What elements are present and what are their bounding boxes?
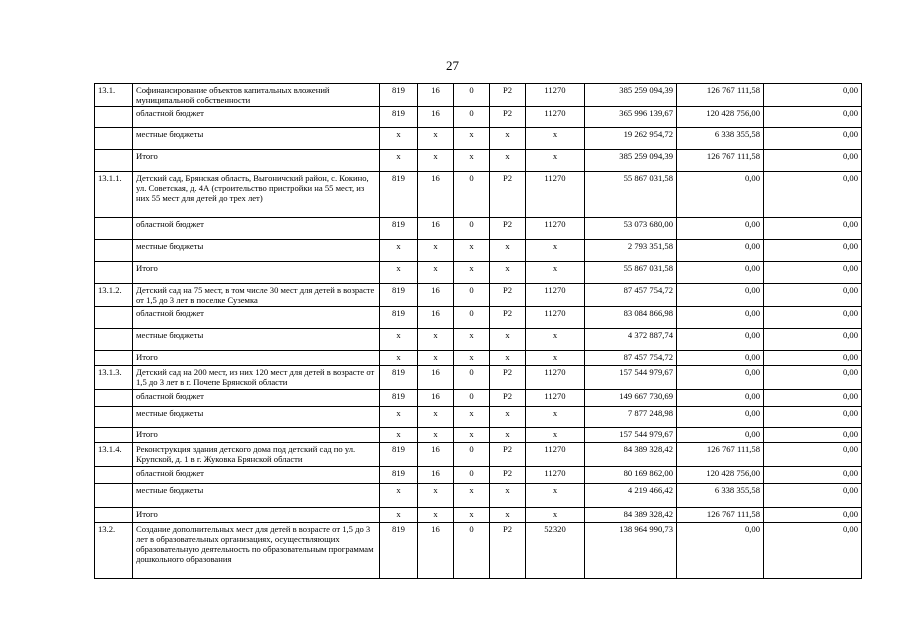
row-project-code: х (490, 351, 526, 366)
row-number (95, 428, 133, 443)
table-row (95, 172, 862, 218)
row-amount-2: 126 767 111,58 (677, 84, 764, 107)
table-row (95, 262, 862, 284)
row-number (95, 329, 133, 351)
row-name: местные бюджеты (133, 484, 380, 508)
row-program-code: 0 (454, 172, 490, 218)
row-number (95, 351, 133, 366)
row-name: местные бюджеты (133, 329, 380, 351)
row-direction-code: 11270 (526, 467, 585, 484)
row-section-code: 16 (418, 467, 454, 484)
row-name: Создание дополнительных мест для детей в возрасте от 1,5 до 3 лет в образовательных организациях, осуществляющих образовательную деятельность по образовательным программам дошкольного образования (133, 523, 380, 579)
row-direction-code: х (526, 150, 585, 172)
row-department-code: 819 (380, 84, 418, 107)
row-section-code: х (418, 150, 454, 172)
row-amount-1: 157 544 979,67 (585, 366, 677, 390)
row-project-code: х (490, 262, 526, 284)
row-number (95, 467, 133, 484)
row-program-code: 0 (454, 218, 490, 240)
row-program-code: 0 (454, 390, 490, 407)
row-amount-3: 0,00 (764, 218, 862, 240)
row-department-code: х (380, 351, 418, 366)
row-name: Итого (133, 351, 380, 366)
row-name: областной бюджет (133, 107, 380, 128)
row-project-code: P2 (490, 467, 526, 484)
row-amount-1: 149 667 730,69 (585, 390, 677, 407)
row-name: Итого (133, 428, 380, 443)
row-direction-code: 11270 (526, 84, 585, 107)
row-amount-1: 80 169 862,00 (585, 467, 677, 484)
row-amount-2: 0,00 (677, 172, 764, 218)
row-amount-2: 0,00 (677, 523, 764, 579)
row-amount-3: 0,00 (764, 366, 862, 390)
row-amount-1: 385 259 094,39 (585, 150, 677, 172)
row-program-code: 0 (454, 84, 490, 107)
budget-table (94, 83, 862, 579)
row-name: Софинансирование объектов капитальных вложений муниципальной собственности (133, 84, 380, 107)
row-amount-1: 2 793 351,58 (585, 240, 677, 262)
row-program-code: 0 (454, 107, 490, 128)
row-project-code: х (490, 508, 526, 523)
row-direction-code: 11270 (526, 218, 585, 240)
row-name: местные бюджеты (133, 407, 380, 428)
row-program-code: 0 (454, 523, 490, 579)
row-project-code: х (490, 240, 526, 262)
row-department-code: 819 (380, 443, 418, 467)
row-project-code: P2 (490, 172, 526, 218)
row-number (95, 407, 133, 428)
row-department-code: 819 (380, 107, 418, 128)
row-amount-1: 19 262 954,72 (585, 128, 677, 150)
table-row (95, 240, 862, 262)
row-project-code: P2 (490, 218, 526, 240)
row-department-code: 819 (380, 390, 418, 407)
table-row (95, 366, 862, 390)
row-number (95, 262, 133, 284)
row-program-code: х (454, 428, 490, 443)
row-amount-1: 84 389 328,42 (585, 508, 677, 523)
row-number: 13.1.3. (95, 366, 133, 390)
row-direction-code: х (526, 508, 585, 523)
row-direction-code: 11270 (526, 107, 585, 128)
row-department-code: 819 (380, 172, 418, 218)
row-number: 13.1.4. (95, 443, 133, 467)
row-number (95, 218, 133, 240)
row-direction-code: х (526, 128, 585, 150)
row-amount-1: 7 877 248,98 (585, 407, 677, 428)
row-project-code: P2 (490, 107, 526, 128)
row-amount-2: 0,00 (677, 307, 764, 329)
row-amount-3: 0,00 (764, 407, 862, 428)
table-row (95, 390, 862, 407)
row-amount-3: 0,00 (764, 484, 862, 508)
row-department-code: х (380, 508, 418, 523)
row-amount-2: 0,00 (677, 428, 764, 443)
row-section-code: х (418, 428, 454, 443)
row-amount-2: 126 767 111,58 (677, 508, 764, 523)
table-row (95, 351, 862, 366)
table-row (95, 128, 862, 150)
row-direction-code: 11270 (526, 284, 585, 307)
row-program-code: х (454, 262, 490, 284)
row-amount-1: 385 259 094,39 (585, 84, 677, 107)
row-project-code: P2 (490, 443, 526, 467)
row-amount-1: 365 996 139,67 (585, 107, 677, 128)
row-project-code: P2 (490, 307, 526, 329)
row-amount-1: 4 372 887,74 (585, 329, 677, 351)
row-name: Реконструкция здания детского дома под детский сад по ул. Крупской, д. 1 в г. Жуковка Брянской области (133, 443, 380, 467)
row-amount-3: 0,00 (764, 428, 862, 443)
row-number: 13.1.1. (95, 172, 133, 218)
row-section-code: 16 (418, 523, 454, 579)
row-department-code: х (380, 484, 418, 508)
row-direction-code: 11270 (526, 307, 585, 329)
row-number (95, 508, 133, 523)
row-amount-1: 83 084 866,98 (585, 307, 677, 329)
row-amount-1: 87 457 754,72 (585, 284, 677, 307)
row-amount-3: 0,00 (764, 107, 862, 128)
row-section-code: 16 (418, 366, 454, 390)
row-program-code: 0 (454, 307, 490, 329)
row-project-code: P2 (490, 284, 526, 307)
row-name: Детский сад на 75 мест, в том числе 30 мест для детей в возрасте от 1,5 до 3 лет в поселке Суземка (133, 284, 380, 307)
row-amount-3: 0,00 (764, 150, 862, 172)
row-department-code: х (380, 329, 418, 351)
table-row (95, 484, 862, 508)
row-amount-2: 0,00 (677, 284, 764, 307)
row-number: 13.1.2. (95, 284, 133, 307)
row-department-code: 819 (380, 366, 418, 390)
row-program-code: 0 (454, 443, 490, 467)
row-section-code: х (418, 240, 454, 262)
table-row (95, 284, 862, 307)
row-project-code: х (490, 484, 526, 508)
row-amount-3: 0,00 (764, 508, 862, 523)
row-project-code: х (490, 407, 526, 428)
row-amount-1: 55 867 031,58 (585, 172, 677, 218)
row-amount-2: 120 428 756,00 (677, 107, 764, 128)
row-amount-3: 0,00 (764, 351, 862, 366)
row-direction-code: х (526, 351, 585, 366)
row-department-code: 819 (380, 307, 418, 329)
row-number (95, 128, 133, 150)
table-row (95, 307, 862, 329)
row-section-code: 16 (418, 172, 454, 218)
row-amount-2: 0,00 (677, 366, 764, 390)
row-amount-3: 0,00 (764, 262, 862, 284)
row-program-code: х (454, 508, 490, 523)
row-program-code: х (454, 128, 490, 150)
row-amount-3: 0,00 (764, 172, 862, 218)
row-amount-3: 0,00 (764, 523, 862, 579)
row-program-code: х (454, 240, 490, 262)
row-name: областной бюджет (133, 467, 380, 484)
row-amount-1: 4 219 466,42 (585, 484, 677, 508)
row-section-code: х (418, 128, 454, 150)
row-direction-code: 11270 (526, 443, 585, 467)
row-program-code: 0 (454, 366, 490, 390)
row-amount-1: 87 457 754,72 (585, 351, 677, 366)
table-row (95, 523, 862, 579)
row-name: Итого (133, 508, 380, 523)
row-direction-code: х (526, 484, 585, 508)
row-direction-code: 11270 (526, 366, 585, 390)
row-section-code: х (418, 484, 454, 508)
row-amount-1: 138 964 990,73 (585, 523, 677, 579)
row-name: областной бюджет (133, 307, 380, 329)
row-number (95, 150, 133, 172)
row-amount-2: 126 767 111,58 (677, 443, 764, 467)
row-section-code: х (418, 262, 454, 284)
row-number (95, 484, 133, 508)
row-department-code: 819 (380, 523, 418, 579)
row-amount-2: 0,00 (677, 262, 764, 284)
row-name: Итого (133, 150, 380, 172)
row-department-code: 819 (380, 284, 418, 307)
row-program-code: 0 (454, 467, 490, 484)
row-project-code: х (490, 329, 526, 351)
row-amount-3: 0,00 (764, 84, 862, 107)
row-amount-1: 55 867 031,58 (585, 262, 677, 284)
row-number: 13.2. (95, 523, 133, 579)
row-amount-2: 6 338 355,58 (677, 128, 764, 150)
row-project-code: х (490, 150, 526, 172)
row-amount-1: 157 544 979,67 (585, 428, 677, 443)
row-project-code: х (490, 428, 526, 443)
row-amount-3: 0,00 (764, 329, 862, 351)
row-number (95, 240, 133, 262)
row-project-code: P2 (490, 84, 526, 107)
row-department-code: 819 (380, 218, 418, 240)
row-amount-2: 0,00 (677, 351, 764, 366)
row-section-code: х (418, 407, 454, 428)
table-row (95, 443, 862, 467)
row-project-code: х (490, 128, 526, 150)
row-direction-code: х (526, 329, 585, 351)
table-row (95, 218, 862, 240)
page-number: 27 (446, 58, 459, 73)
row-section-code: х (418, 351, 454, 366)
row-amount-2: 126 767 111,58 (677, 150, 764, 172)
row-amount-3: 0,00 (764, 240, 862, 262)
row-section-code: х (418, 508, 454, 523)
row-section-code: х (418, 329, 454, 351)
row-section-code: 16 (418, 284, 454, 307)
row-department-code: х (380, 128, 418, 150)
row-amount-1: 53 073 680,00 (585, 218, 677, 240)
row-section-code: 16 (418, 218, 454, 240)
row-section-code: 16 (418, 307, 454, 329)
row-section-code: 16 (418, 390, 454, 407)
row-section-code: 16 (418, 443, 454, 467)
row-number (95, 107, 133, 128)
row-project-code: P2 (490, 390, 526, 407)
row-name: местные бюджеты (133, 240, 380, 262)
row-section-code: 16 (418, 107, 454, 128)
row-number (95, 390, 133, 407)
table-row (95, 84, 862, 107)
row-direction-code: х (526, 428, 585, 443)
row-amount-2: 0,00 (677, 240, 764, 262)
table-row (95, 407, 862, 428)
row-direction-code: х (526, 407, 585, 428)
row-department-code: х (380, 240, 418, 262)
row-amount-2: 0,00 (677, 329, 764, 351)
row-amount-3: 0,00 (764, 390, 862, 407)
row-number (95, 307, 133, 329)
row-amount-2: 0,00 (677, 390, 764, 407)
table-row (95, 508, 862, 523)
row-amount-2: 0,00 (677, 218, 764, 240)
row-program-code: х (454, 351, 490, 366)
row-amount-2: 0,00 (677, 407, 764, 428)
row-name: областной бюджет (133, 390, 380, 407)
row-project-code: P2 (490, 523, 526, 579)
row-name: областной бюджет (133, 218, 380, 240)
row-direction-code: х (526, 240, 585, 262)
table-row (95, 150, 862, 172)
row-direction-code: 52320 (526, 523, 585, 579)
table-row (95, 107, 862, 128)
row-name: местные бюджеты (133, 128, 380, 150)
row-name: Итого (133, 262, 380, 284)
row-amount-3: 0,00 (764, 284, 862, 307)
row-amount-3: 0,00 (764, 443, 862, 467)
row-department-code: х (380, 428, 418, 443)
row-amount-1: 84 389 328,42 (585, 443, 677, 467)
row-department-code: х (380, 407, 418, 428)
table-row (95, 428, 862, 443)
row-department-code: 819 (380, 467, 418, 484)
row-amount-2: 120 428 756,00 (677, 467, 764, 484)
row-direction-code: 11270 (526, 390, 585, 407)
table-row (95, 329, 862, 351)
row-project-code: P2 (490, 366, 526, 390)
row-name: Детский сад на 200 мест, из них 120 мест для детей в возрасте от 1,5 до 3 лет в г. Почепе Брянской области (133, 366, 380, 390)
row-name: Детский сад, Брянская область, Выгоничский район, с. Кокино, ул. Советская, д. 4А (строительство пристройки на 55 мест, из них 55 мест для детей до трех лет) (133, 172, 380, 218)
table-body (95, 84, 862, 579)
row-program-code: 0 (454, 284, 490, 307)
row-section-code: 16 (418, 84, 454, 107)
row-direction-code: 11270 (526, 172, 585, 218)
row-program-code: х (454, 150, 490, 172)
row-direction-code: х (526, 262, 585, 284)
row-program-code: х (454, 329, 490, 351)
row-department-code: х (380, 262, 418, 284)
row-amount-3: 0,00 (764, 307, 862, 329)
row-department-code: х (380, 150, 418, 172)
row-program-code: х (454, 407, 490, 428)
table-row (95, 467, 862, 484)
row-amount-3: 0,00 (764, 467, 862, 484)
row-program-code: х (454, 484, 490, 508)
row-amount-2: 6 338 355,58 (677, 484, 764, 508)
row-number: 13.1. (95, 84, 133, 107)
row-amount-3: 0,00 (764, 128, 862, 150)
